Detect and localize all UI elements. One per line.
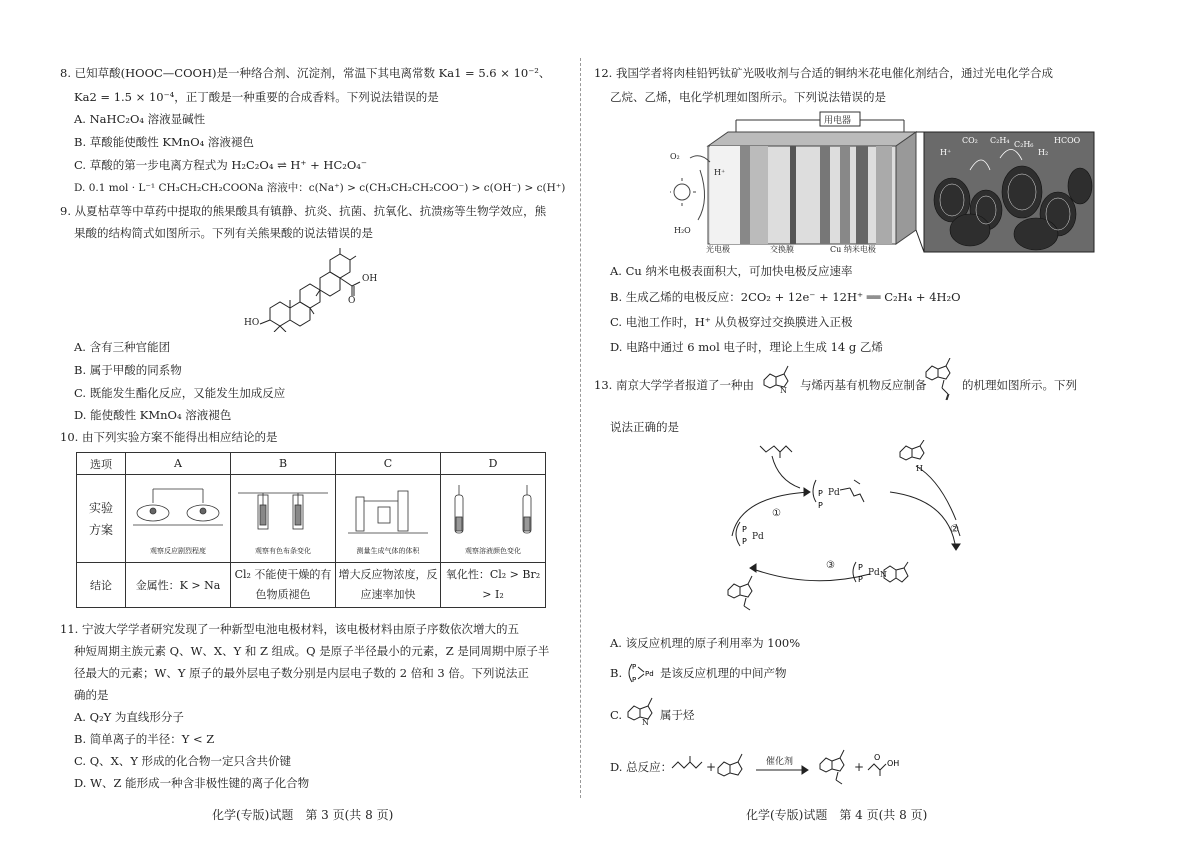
- q9-option-b: B. 属于甲酸的同系物: [74, 363, 182, 377]
- electrode-membrane: 交换膜: [770, 245, 794, 254]
- indole-structure: [762, 362, 796, 396]
- conclusion-d: 氧化性：Cl₂ > Br₂ > I₂: [441, 563, 546, 608]
- q13-option-d-prefix: D. 总反应：: [610, 760, 673, 774]
- q9-option-c: C. 既能发生酯化反应，又能发生加成反应: [74, 386, 286, 400]
- svg-text:P: P: [632, 663, 637, 671]
- o-label: O: [348, 296, 356, 306]
- step-3: ③: [826, 560, 835, 571]
- q12-stem-line2: 乙烷、乙烯，电化学机理如图所示。下列说法错误的是: [610, 90, 886, 104]
- scheme-d-caption: 观察溶液颜色变化: [465, 547, 521, 555]
- scheme-a-cell: [126, 475, 231, 563]
- q12-mechanism-figure: [670, 110, 1100, 256]
- q13-option-c-text: 属于烃: [660, 708, 695, 722]
- q13-stem-line2: 说法正确的是: [610, 420, 679, 434]
- conclusion-b: Cl₂ 不能使干燥的有色物质褪色: [231, 563, 336, 608]
- q9-option-a: A. 含有三种官能团: [74, 340, 171, 354]
- q12-option-b: B. 生成乙烯的电极反应：2CO₂ + 12e⁻ + 12H⁺ ══ C₂H₄ + 4H₂O: [610, 290, 961, 304]
- svg-text:Pd: Pd: [645, 670, 654, 678]
- svg-text:OH: OH: [887, 759, 900, 768]
- scheme-b-apparatus: [233, 481, 333, 543]
- q8-option-b: B. 草酸能使酸性 KMnO₄ 溶液褪色: [74, 135, 254, 149]
- q11-option-d: D. W、Z 能形成一种含非极性键的离子化合物: [74, 776, 310, 790]
- species-hcoo: HCOO: [1054, 136, 1081, 145]
- q8-stem-line1: 8. 已知草酸(HOOC—COOH)是一种络合剂、沉淀剂，常温下其电离常数 Ka1 = 5.6 × 10⁻²、: [60, 66, 551, 80]
- svg-text:P: P: [632, 676, 637, 684]
- scheme-b-cell: [231, 475, 336, 563]
- scheme-b-caption: 观察有色布条变化: [255, 547, 311, 555]
- scheme-a-caption: 观察反应剧烈程度: [150, 547, 206, 555]
- step-2: ②: [950, 524, 959, 535]
- table-header-b: B: [231, 453, 336, 475]
- q12-option-d: D. 电路中通过 6 mol 电子时，理论上生成 14 g 乙烯: [610, 340, 883, 354]
- oh-label: OH: [362, 274, 378, 284]
- q11-stem-line2: 种短周期主族元素 Q、W、X、Y 和 Z 组成。Q 是原子半径最小的元素，Z 是同周期中原子半: [74, 644, 550, 658]
- q12-option-c: C. 电池工作时，H⁺ 从负极穿过交换膜进入正极: [610, 315, 853, 329]
- scheme-c-cell: [336, 475, 441, 563]
- scheme-a-apparatus: [128, 481, 228, 543]
- q10-stem: 10. 由下列实验方案不能得出相应结论的是: [60, 430, 278, 444]
- table-header-a: A: [126, 453, 231, 475]
- q13-option-a: A. 该反应机理的原子利用率为 100%: [610, 636, 801, 650]
- page-4: [586, 0, 1200, 868]
- species-co2: CO₂: [962, 136, 978, 145]
- svg-text:P: P: [818, 501, 823, 510]
- step-1: ①: [772, 508, 781, 519]
- electrode-photo: 光电极: [706, 245, 730, 254]
- electrode-cu: Cu 纳米电极: [830, 245, 876, 254]
- q8-stem-line2: Ka2 = 1.5 × 10⁻⁴，正丁酸是一种重要的合成香料。下列说法错误的是: [74, 90, 439, 104]
- q13-stem-part3: 的机理如图所示。下列: [962, 378, 1077, 392]
- scheme-c-apparatus: [338, 481, 438, 543]
- indole-structure-c: [626, 696, 658, 730]
- q8-option-a: A. NaHC₂O₄ 溶液显碱性: [74, 112, 206, 126]
- q11-option-a: A. Q₂Y 为直线形分子: [74, 710, 184, 724]
- svg-text:P: P: [858, 563, 863, 572]
- row-label-scheme: 实验方案: [77, 475, 126, 563]
- indole-nh-label: N: [780, 386, 787, 395]
- svg-text:P: P: [858, 575, 863, 584]
- device-label: 用电器: [824, 116, 852, 126]
- scheme-d-apparatus: [443, 481, 543, 543]
- conclusion-a: 金属性：K > Na: [126, 563, 231, 608]
- q9-stem-line2: 果酸的结构简式如图所示。下列有关熊果酸的说法错误的是: [74, 226, 373, 240]
- q11-stem-line4: 确的是: [74, 688, 109, 702]
- o2-label: O₂: [670, 152, 680, 161]
- h-label-cycle: H: [916, 464, 923, 473]
- species-h2: H₂: [1038, 148, 1049, 157]
- q10-table: [76, 452, 546, 608]
- q9-stem-line1: 9. 从夏枯草等中草药中提取的熊果酸具有镇静、抗炎、抗菌、抗氧化、抗溃疡等生物学效应，熊: [60, 204, 547, 218]
- q11-option-b: B. 简单离子的半径：Y < Z: [74, 732, 215, 746]
- ho-label: HO: [244, 318, 260, 328]
- scheme-c-caption: 测量生成气体的体积: [356, 547, 420, 555]
- svg-text:P: P: [818, 489, 823, 498]
- conclusion-c: 增大反应物浓度，反应速率加快: [336, 563, 441, 608]
- page-3: [0, 0, 580, 868]
- q12-stem-line1: 12. 我国学者将肉桂铅钙钛矿光吸收剂与合适的铜纳米花电催化剂结合，通过光电化学合成: [594, 66, 1053, 80]
- indole-c-nh: N: [642, 718, 649, 727]
- page-divider: [580, 58, 581, 798]
- pd-phosphine-complex-structure: [626, 660, 658, 686]
- pd-label-left: Pd: [752, 532, 764, 542]
- q9-option-d: D. 能使酸性 KMnO₄ 溶液褪色: [74, 408, 232, 422]
- pd-label-bottom: Pd: [868, 568, 880, 578]
- n-allyl-indole-structure: [924, 358, 960, 402]
- q13-option-b-prefix: B.: [610, 666, 623, 680]
- overall-reaction-equation: [670, 746, 970, 786]
- hplus-label: H⁺: [714, 168, 726, 177]
- table-header-option: 选项: [77, 453, 126, 475]
- row-label-conclusion: 结论: [77, 563, 126, 608]
- svg-text:P: P: [742, 525, 747, 534]
- scheme-d-cell: [441, 475, 546, 563]
- table-header-d: D: [441, 453, 546, 475]
- q13-stem-part1: 13. 南京大学学者报道了一种由: [594, 378, 754, 392]
- h2o-label: H₂O: [674, 226, 691, 235]
- species-c2h4: C₂H₄: [990, 136, 1010, 145]
- plus-sign-1: +: [706, 760, 717, 774]
- q11-option-c: C. Q、X、Y 形成的化合物一定只含共价键: [74, 754, 292, 768]
- svg-text:P: P: [742, 537, 747, 546]
- q13-option-c-prefix: C.: [610, 708, 623, 722]
- species-c2h6: C₂H₆: [1014, 140, 1034, 149]
- q11-stem-line3: 径最大的元素；W、Y 原子的最外层电子数分别是内层电子数的 2 倍和 3 倍。下列说法正: [74, 666, 529, 680]
- ursolic-acid-structure: [240, 246, 390, 332]
- plus-sign-2: +: [854, 760, 865, 774]
- q13-option-b-text: 是该反应机理的中间产物: [660, 666, 787, 680]
- footer-page-4: 化学(专版)试题 第 4 页(共 8 页): [746, 808, 928, 822]
- q8-option-c: C. 草酸的第一步电离方程式为 H₂C₂O₄ ⇌ H⁺ + HC₂O₄⁻: [74, 158, 367, 172]
- q13-catalytic-cycle: [720, 440, 984, 612]
- footer-page-3: 化学(专版)试题 第 3 页(共 8 页): [212, 808, 394, 822]
- q13-stem-part2: 与烯丙基有机物反应制备: [800, 378, 927, 392]
- catalyst-label: 催化剂: [766, 757, 794, 767]
- q12-option-a: A. Cu 纳米电极表面积大，可加快电极反应速率: [610, 264, 853, 278]
- species-hplus: H⁺: [940, 148, 952, 157]
- q11-stem-line1: 11. 宁波大学学者研究发现了一种新型电池电极材料，该电极材料由原子序数依次增大的五: [60, 622, 519, 636]
- n-label-cycle: N: [880, 570, 887, 579]
- svg-text:O: O: [874, 753, 881, 762]
- pd-label-top: Pd: [828, 488, 840, 498]
- q8-option-d: D. 0.1 mol · L⁻¹ CH₃CH₂CH₂COONa 溶液中：c(Na⁺) > c(CH₃CH₂CH₂COO⁻) > c(OH⁻) > c(H⁺): [74, 182, 566, 194]
- table-header-c: C: [336, 453, 441, 475]
